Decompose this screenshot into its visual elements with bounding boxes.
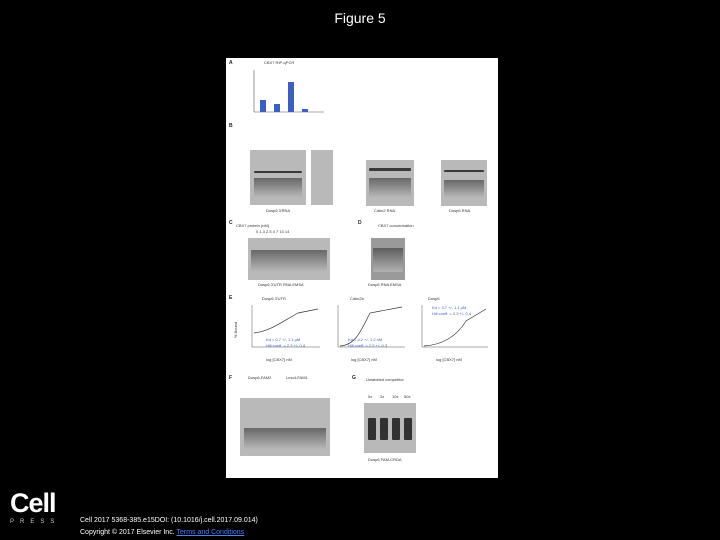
- logo-press-text: PRESS: [10, 519, 61, 525]
- panel-a-letter: A: [229, 60, 233, 66]
- caption-c: Dusp6 3'UTR RNA EMSA: [258, 282, 304, 287]
- band: [369, 168, 411, 171]
- smear: [244, 428, 326, 450]
- panel-a-chart: [236, 68, 326, 120]
- caption-b1: Dusp6 3'RNA: [266, 208, 291, 213]
- band: [254, 171, 302, 173]
- plot-e3-title: Dusp6: [428, 296, 440, 301]
- panel-g-tick-0: 0x: [368, 394, 373, 399]
- plot-e1-xlabel: log [CBX7] nM: [266, 357, 292, 362]
- panel-g-tick-3: 50x: [404, 394, 411, 399]
- figure-image: [226, 58, 498, 478]
- panel-b-letter: B: [229, 123, 233, 129]
- gel-b-left2: [311, 150, 333, 205]
- citation-line1: Cell 2017 5368-385.e15DOI: (10.1016/j.cell.2017.09.014): [80, 517, 258, 524]
- band: [380, 418, 388, 440]
- panel-g-letter: G: [352, 375, 356, 381]
- caption-b3: Dusp6 RNA: [449, 208, 471, 213]
- band: [392, 418, 400, 440]
- caption-g: Dusp6 FAM-CRDA: [368, 457, 402, 462]
- panel-g-tick-2: 10x: [392, 394, 399, 399]
- smear: [373, 248, 403, 272]
- page-title: Figure 5: [334, 10, 386, 26]
- panel-f-right-label: Lmo4-FAM1: [286, 375, 308, 380]
- smear: [251, 250, 327, 272]
- plot-e2-xlabel: log [CBX7] nM: [351, 357, 377, 362]
- panel-f-left-label: Dusp6-FAM2: [248, 375, 272, 380]
- panel-g-label: Unlabeled competitor: [366, 377, 404, 382]
- caption-b2: Cdkn2 RNA: [374, 208, 396, 213]
- smear: [254, 178, 302, 198]
- copyright-text: Copyright © 2017 Elsevier Inc.: [80, 529, 175, 536]
- panel-d-label: CBX7 concentration: [378, 223, 414, 228]
- panel-f-letter: F: [229, 375, 233, 381]
- plot-e3-xlabel: log [CBX7] nM: [436, 357, 462, 362]
- logo-cell-text: Cell: [10, 488, 56, 518]
- citation-line2: [80, 527, 258, 539]
- plot-e1-hill: Hill coeff. = 2.3 +/- 0.4: [266, 343, 306, 348]
- plot-e2-hill: Hill coeff. = 2.5 +/- 0.3: [348, 343, 388, 348]
- smear: [369, 178, 411, 198]
- panel-c-letter: C: [229, 220, 233, 226]
- smear: [444, 180, 484, 198]
- panel-e-ylabel: % Bound: [233, 321, 239, 339]
- terms-and-conditions-link[interactable]: Terms and Conditions: [176, 529, 245, 536]
- band: [368, 418, 376, 440]
- plot-e2-kd: Kd = 4.2 +/- 1.2 nM: [348, 337, 383, 342]
- plot-e1-title: Dusp6 3'UTR: [262, 296, 286, 301]
- cell-press-logo: [10, 490, 70, 525]
- band: [444, 170, 484, 172]
- panel-a-title: CBX7 RIP-qPCR: [264, 60, 295, 65]
- caption-d: Dusp6 RNA EMSA: [368, 282, 402, 287]
- panel-e-letter: E: [229, 295, 233, 301]
- panel-g-tick-1: 2x: [380, 394, 385, 399]
- plot-e1-kd: Kd = 0.7 +/- 1.1 µM: [266, 337, 301, 342]
- plot-e3-kd: Kd = 3.7 +/- 1.1 µM: [432, 305, 467, 310]
- band: [404, 418, 412, 440]
- panel-c-values: 0 1.3 2.5 4 7 10 14: [256, 229, 290, 234]
- plot-e2-title: Cdkn2b: [350, 296, 364, 301]
- panel-c-label: CBX7 protein (nM): [236, 223, 270, 228]
- citation: [80, 515, 258, 539]
- panel-d-letter: D: [358, 220, 362, 226]
- plot-e3-hill: Hill coeff. = 2.3 +/- 0.4: [432, 311, 472, 316]
